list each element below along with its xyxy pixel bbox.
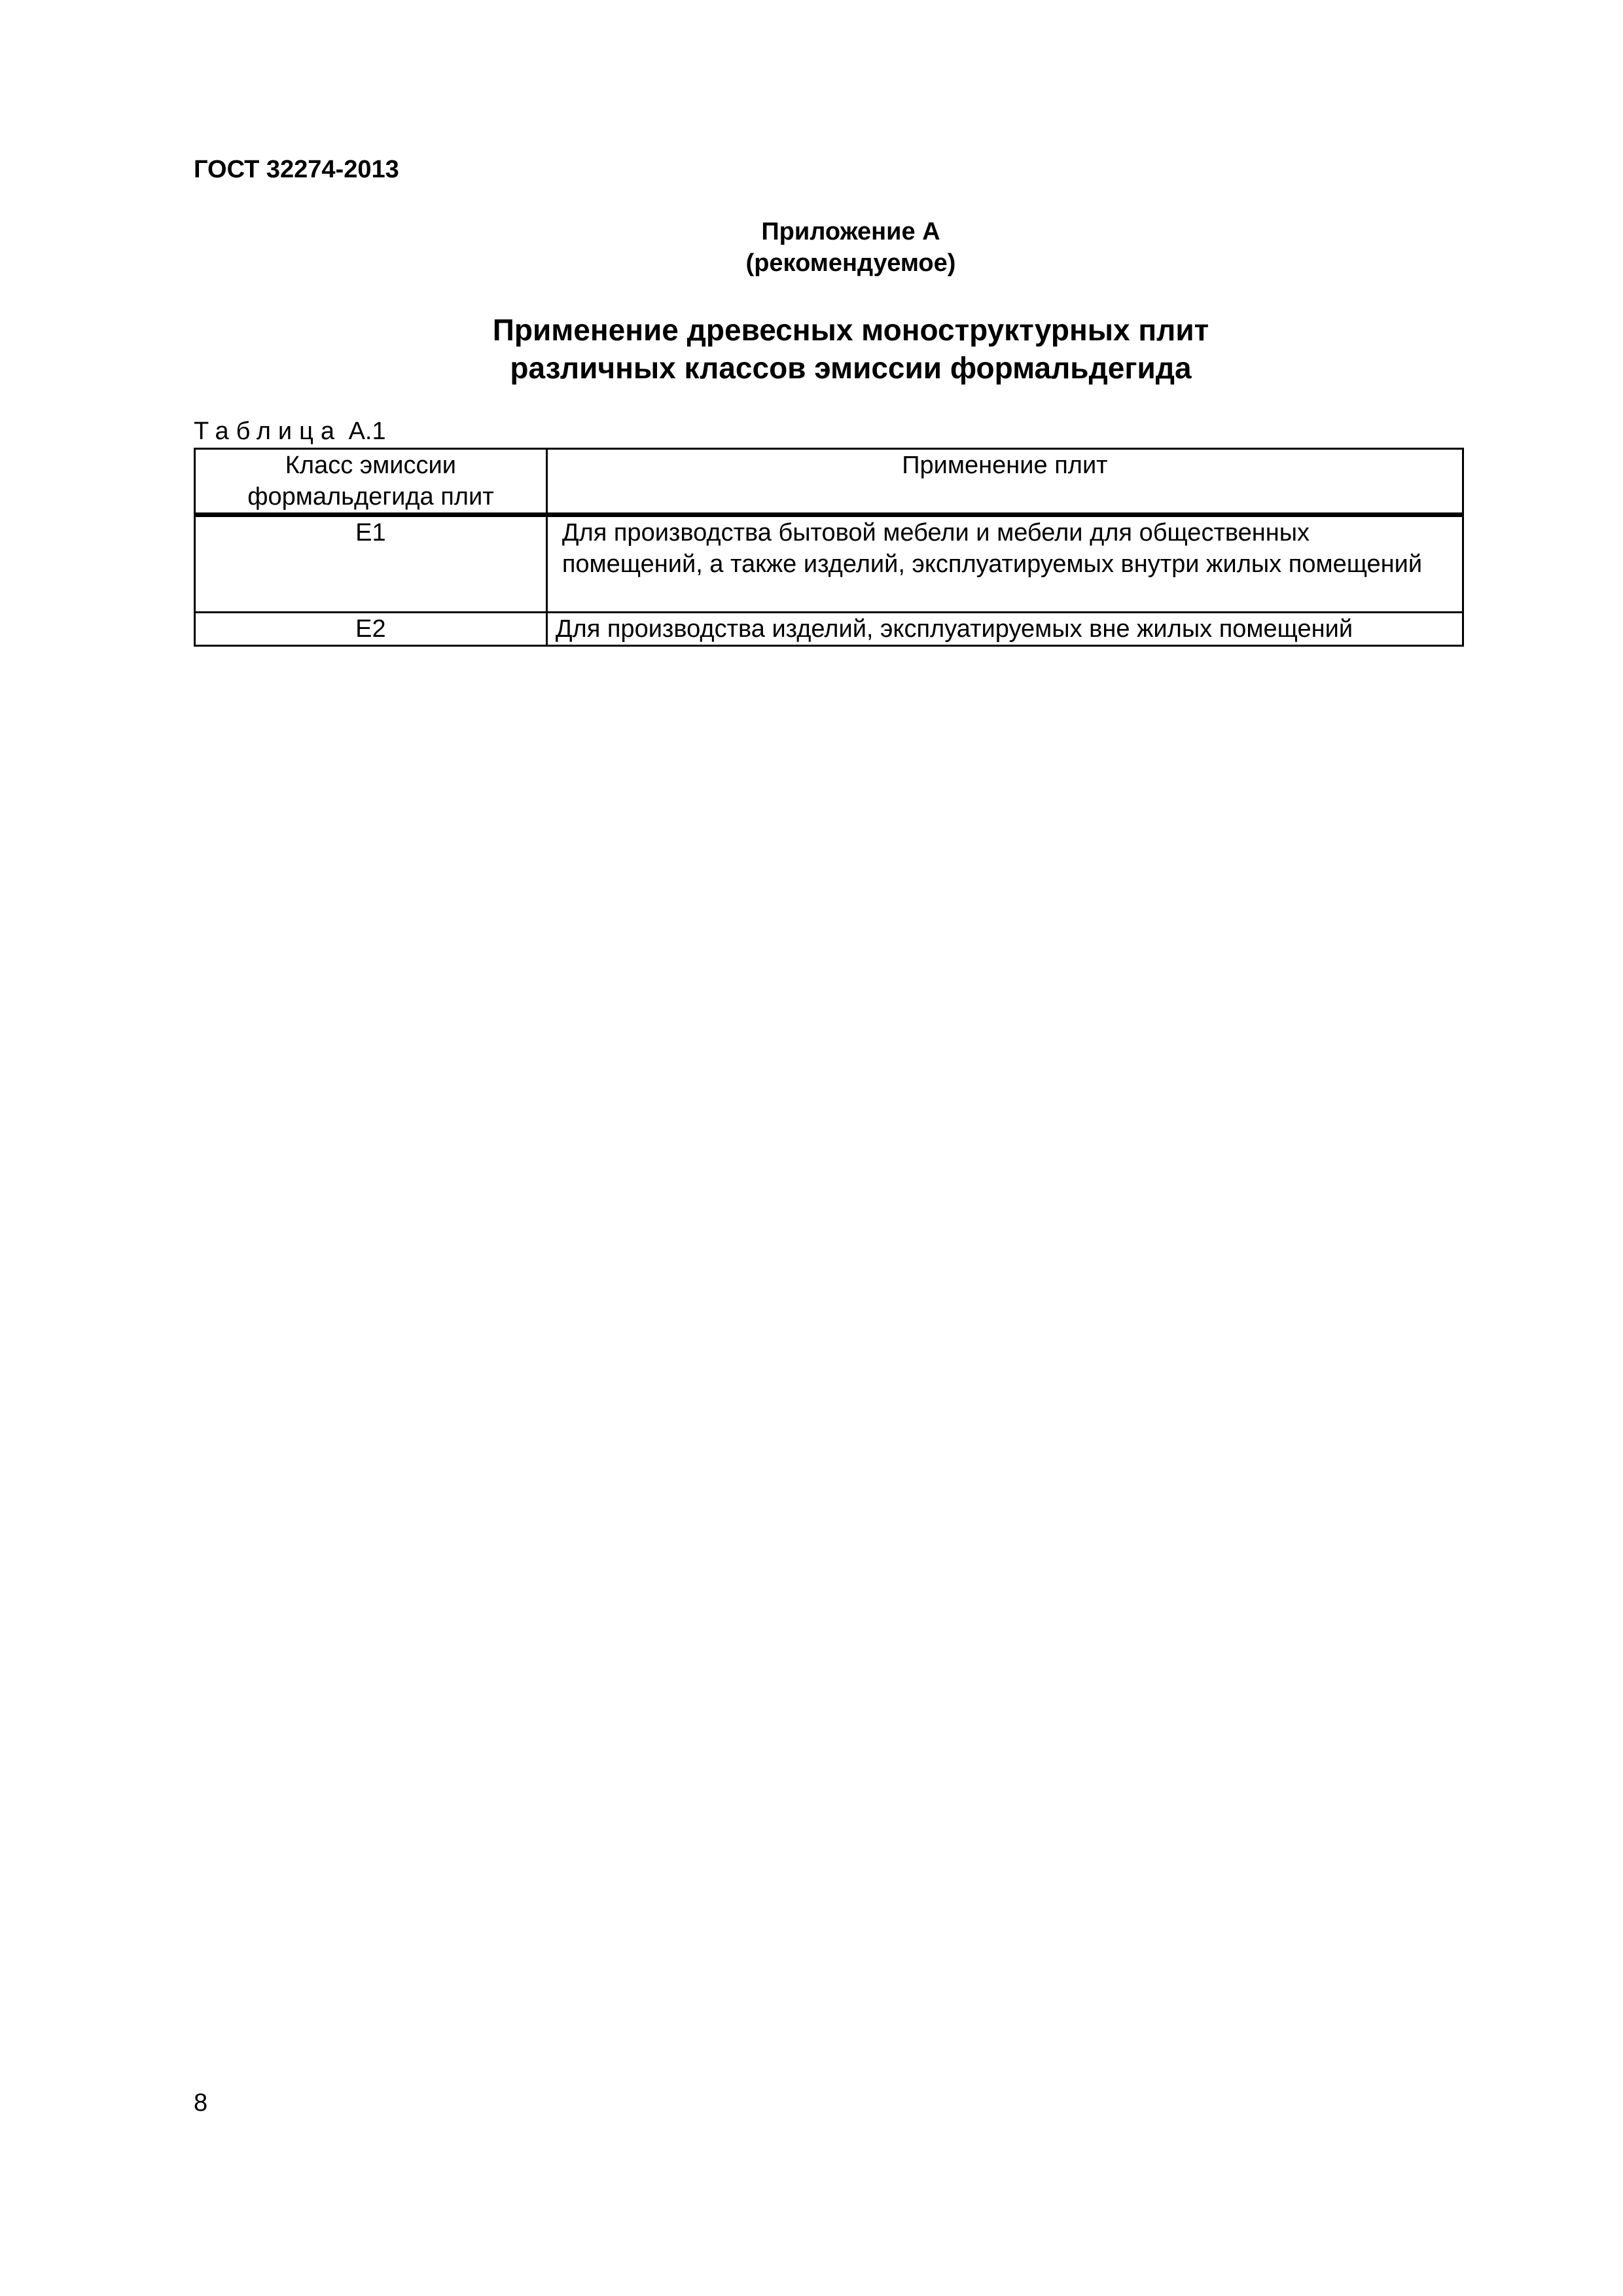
- header-emission-class-line-2: формальдегида плит: [247, 483, 494, 511]
- cell-emission-class: Е1: [195, 515, 547, 613]
- section-title-line-1: Применение древесных моноструктурных плит: [492, 313, 1209, 347]
- header-emission-class: [195, 449, 547, 515]
- cell-application: Для производства бытовой мебели и мебели для общественных помещений, а также изделий, эксплуатируемых внутри жилых помещений: [546, 515, 1463, 613]
- document-code: ГОСТ 32274-2013: [194, 156, 399, 183]
- header-emission-class-line-1: Класс эмиссии: [285, 452, 456, 479]
- appendix-status: (рекомендуемое): [745, 249, 956, 277]
- table-header-row: [195, 449, 1463, 515]
- cell-emission-class: Е2: [195, 613, 547, 646]
- section-title-line-2: различных классов эмиссии формальдегида: [510, 351, 1192, 385]
- table-caption-number: А.1: [348, 418, 386, 445]
- cell-application: Для производства изделий, эксплуатируемых вне жилых помещений: [546, 613, 1463, 646]
- table-row: [195, 515, 1463, 613]
- table-caption-word: Таблица: [194, 418, 342, 445]
- appendix-title: Приложение А: [761, 218, 940, 245]
- table-caption: [194, 416, 386, 446]
- table-row: [195, 613, 1463, 646]
- page-number: 8: [194, 2089, 208, 2117]
- header-application: Применение плит: [546, 449, 1463, 515]
- emission-class-table: [194, 448, 1464, 647]
